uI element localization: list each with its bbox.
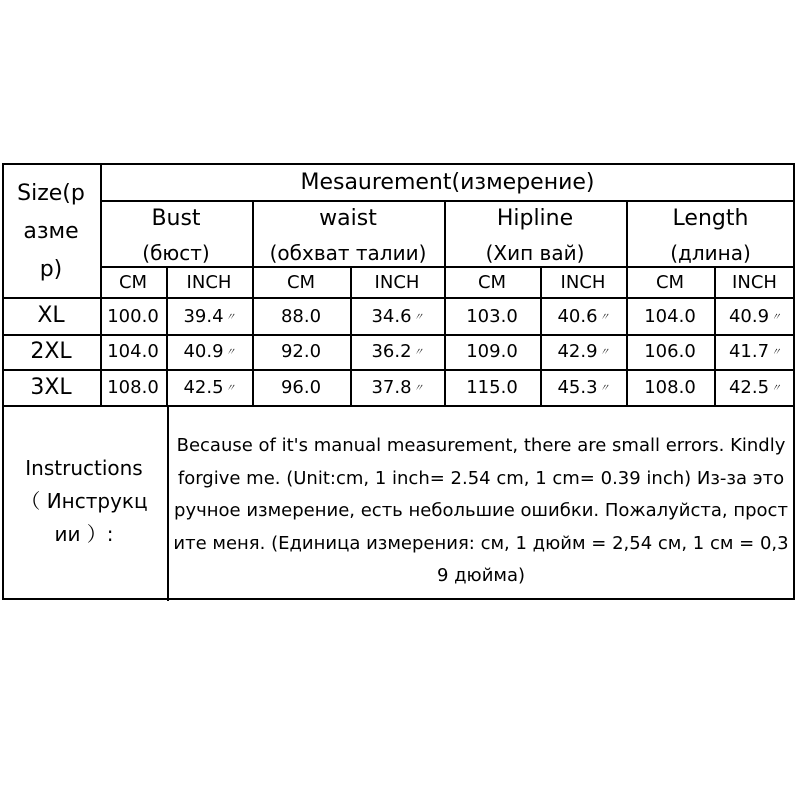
waist-header: waist	[319, 206, 377, 231]
bust-subheader: (бюст)	[142, 241, 210, 265]
size-label: XL	[37, 303, 65, 328]
instructions-label-line: Instructions	[25, 456, 143, 480]
unit-cm: CM	[655, 272, 685, 293]
table-cell: 108.0	[644, 377, 696, 398]
instructions-label-line: （ Инструкц	[20, 489, 148, 513]
table-cell: 41.7 〃	[728, 341, 781, 362]
size-header-line: Size(р	[17, 181, 85, 206]
unit-inch: INCH	[732, 272, 777, 293]
hipline-header: Hipline	[496, 206, 574, 231]
divider	[2, 334, 795, 336]
table-cell: 88.0	[280, 306, 322, 327]
table-cell: 96.0	[280, 377, 322, 398]
table-cell: 37.8 〃	[371, 377, 423, 398]
table-cell: 100.0	[107, 306, 159, 327]
table-cell: 45.3 〃	[557, 377, 609, 398]
length-subheader: (длина)	[670, 241, 751, 265]
divider	[167, 405, 169, 601]
table-cell: 92.0	[280, 341, 322, 362]
table-cell: 42.9 〃	[557, 341, 609, 362]
table-cell: 36.2 〃	[371, 341, 423, 362]
table-cell: 103.0	[466, 306, 518, 327]
table-cell: 40.9 〃	[728, 306, 781, 327]
unit-cm: CM	[286, 272, 316, 293]
divider	[2, 297, 795, 299]
divider	[444, 200, 446, 406]
unit-inch: INCH	[186, 272, 232, 293]
size-header-line: азме	[23, 219, 79, 244]
unit-inch: INCH	[374, 272, 420, 293]
table-cell: 42.5 〃	[728, 377, 781, 398]
instructions-text: Because of it's manual measurement, there are small errors. Kindly forgive me. (Unit:cm, 1 inch= 2.54 cm, 1 cm= 0.39 inch) Из-за это ручное измерение, есть небольшие ошибки. Пожалуйста, простите меня. (Единица измерения: см, 1 дюйм = 2,54 см, 1 см = 0,39 дюйма)	[173, 435, 789, 586]
table-cell: 108.0	[107, 377, 159, 398]
divider	[2, 405, 795, 407]
table-cell: 109.0	[466, 341, 518, 362]
instructions-label	[4, 452, 164, 551]
divider	[100, 266, 795, 268]
waist-subheader: (обхват талии)	[269, 241, 427, 265]
table-cell: 104.0	[107, 341, 159, 362]
bust-header: Bust	[151, 206, 201, 231]
table-cell: 115.0	[466, 377, 518, 398]
divider	[100, 200, 795, 202]
table-cell: 42.5 〃	[183, 377, 235, 398]
divider	[252, 200, 254, 406]
unit-cm: CM	[118, 272, 148, 293]
table-cell: 40.6 〃	[557, 306, 609, 327]
length-header: Length	[672, 206, 749, 231]
size-label: 3XL	[30, 375, 72, 400]
unit-inch: INCH	[560, 272, 606, 293]
measurement-header: Mesaurement(измерение)	[300, 170, 595, 195]
size-label: 2XL	[30, 339, 72, 364]
divider	[2, 369, 795, 371]
size-header-line: р)	[39, 257, 63, 282]
table-cell: 34.6 〃	[371, 306, 423, 327]
instructions-label-line: ии ）:	[54, 522, 114, 546]
table-cell: 39.4 〃	[183, 306, 235, 327]
table-cell: 40.9 〃	[183, 341, 235, 362]
table-cell: 104.0	[644, 306, 696, 327]
divider	[626, 200, 628, 406]
unit-cm: CM	[477, 272, 507, 293]
table-cell: 106.0	[644, 341, 696, 362]
hipline-subheader: (Хип вай)	[485, 241, 585, 265]
